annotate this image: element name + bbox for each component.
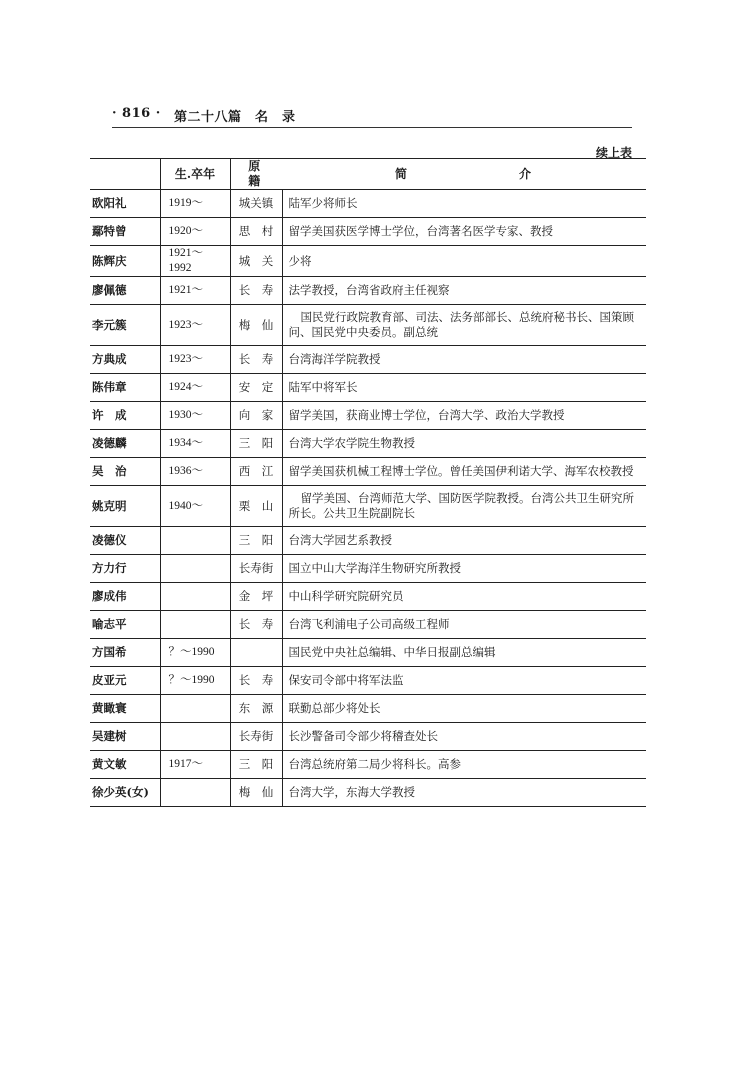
biography: 长沙警备司令部少将稽查处长 — [282, 723, 646, 751]
table-row — [90, 723, 646, 751]
header-rule — [112, 127, 632, 128]
native-place: 西 江 — [230, 458, 282, 486]
native-place: 长 寿 — [230, 277, 282, 305]
table-row — [90, 402, 646, 430]
table-row — [90, 639, 646, 667]
life-years: 1919～ — [160, 190, 230, 218]
table-row — [90, 527, 646, 555]
biography: 联勤总部少将处长 — [282, 695, 646, 723]
person-name: 吴 治 — [90, 458, 160, 486]
life-years — [160, 779, 230, 807]
person-name: 鄢特曾 — [90, 218, 160, 246]
biography: 国立中山大学海洋生物研究所教授 — [282, 555, 646, 583]
life-years: ？～1990 — [160, 639, 230, 667]
person-name: 徐少英(女) — [90, 779, 160, 807]
table-row — [90, 611, 646, 639]
person-name: 黄瞰寰 — [90, 695, 160, 723]
table-row — [90, 779, 646, 807]
column-header-bio-right: 介 — [519, 166, 534, 181]
person-name: 皮亚元 — [90, 667, 160, 695]
native-place: 城关镇 — [230, 190, 282, 218]
person-name: 廖成伟 — [90, 583, 160, 611]
biography: 留学美国获机械工程博士学位。曾任美国伊利诺大学、海军农校教授 — [282, 458, 646, 486]
biography: 台湾大学，东海大学教授 — [282, 779, 646, 807]
biography: 留学美国获医学博士学位，台湾著名医学专家、教授 — [282, 218, 646, 246]
table-row — [90, 583, 646, 611]
life-years: ？～1990 — [160, 667, 230, 695]
table-row — [90, 246, 646, 277]
life-years: 1923～ — [160, 346, 230, 374]
life-years — [160, 723, 230, 751]
person-name: 廖佩德 — [90, 277, 160, 305]
person-name: 凌德仪 — [90, 527, 160, 555]
table-header-row — [90, 159, 646, 190]
biography: 国民党中央社总编辑、中华日报副总编辑 — [282, 639, 646, 667]
person-name: 方国希 — [90, 639, 160, 667]
biography: 保安司令部中将军法监 — [282, 667, 646, 695]
native-place: 长 寿 — [230, 667, 282, 695]
biography: 法学教授，台湾省政府主任视察 — [282, 277, 646, 305]
life-years: 1921～ — [160, 277, 230, 305]
table-row — [90, 555, 646, 583]
life-years — [160, 695, 230, 723]
biography: 台湾大学农学院生物教授 — [282, 430, 646, 458]
life-years: 1920～ — [160, 218, 230, 246]
column-header-bio-left: 简 — [394, 166, 409, 181]
page-header — [112, 106, 632, 126]
table-row — [90, 190, 646, 218]
native-place: 城 关 — [230, 246, 282, 277]
life-years — [160, 583, 230, 611]
person-name: 喻志平 — [90, 611, 160, 639]
table-row — [90, 751, 646, 779]
table-row — [90, 486, 646, 527]
biography: 国民党行政院教育部、司法、法务部部长、总统府秘书长、国策顾问、国民党中央委员。副总统 — [282, 305, 646, 346]
native-place: 向 家 — [230, 402, 282, 430]
native-place: 金 坪 — [230, 583, 282, 611]
native-place: 长 寿 — [230, 346, 282, 374]
biography: 留学美国，获商业博士学位，台湾大学、政治大学教授 — [282, 402, 646, 430]
biography: 陆军少将师长 — [282, 190, 646, 218]
biography: 台湾飞利浦电子公司高级工程师 — [282, 611, 646, 639]
biography: 留学美国、台湾师范大学、国防医学院教授。台湾公共卫生研究所所长。公共卫生院副院长 — [282, 486, 646, 527]
native-place: 长 寿 — [230, 611, 282, 639]
continued-note: 续上表 — [596, 146, 633, 160]
column-header-name — [90, 159, 160, 190]
native-place: 三 阳 — [230, 751, 282, 779]
life-years: 1921～1992 — [160, 246, 230, 277]
person-name: 欧阳礼 — [90, 190, 160, 218]
person-name: 陈伟章 — [90, 374, 160, 402]
native-place: 长寿街 — [230, 555, 282, 583]
person-name: 方典成 — [90, 346, 160, 374]
life-years: 1923～ — [160, 305, 230, 346]
biography: 中山科学研究院研究员 — [282, 583, 646, 611]
life-years: 1917～ — [160, 751, 230, 779]
person-name: 陈辉庆 — [90, 246, 160, 277]
life-years: 1934～ — [160, 430, 230, 458]
table-row — [90, 277, 646, 305]
native-place: 梅 仙 — [230, 305, 282, 346]
person-name: 方力行 — [90, 555, 160, 583]
biography: 台湾大学园艺系教授 — [282, 527, 646, 555]
table-row — [90, 218, 646, 246]
person-name: 凌德麟 — [90, 430, 160, 458]
biography: 台湾总统府第二局少将科长。高参 — [282, 751, 646, 779]
native-place: 栗 山 — [230, 486, 282, 527]
part-title: 第二十八篇 名 录 — [174, 110, 296, 125]
person-name: 姚克明 — [90, 486, 160, 527]
biography: 少将 — [282, 246, 646, 277]
column-header-bio — [282, 159, 646, 190]
native-place — [230, 639, 282, 667]
life-years — [160, 611, 230, 639]
native-place: 梅 仙 — [230, 779, 282, 807]
native-place: 安 定 — [230, 374, 282, 402]
table-row — [90, 305, 646, 346]
table-row — [90, 695, 646, 723]
table-row — [90, 374, 646, 402]
table-row — [90, 346, 646, 374]
roster-table — [90, 158, 646, 807]
native-place: 三 阳 — [230, 527, 282, 555]
table-row — [90, 667, 646, 695]
biography: 陆军中将军长 — [282, 374, 646, 402]
person-name: 许 成 — [90, 402, 160, 430]
person-name: 李元簇 — [90, 305, 160, 346]
table-row — [90, 458, 646, 486]
native-place: 东 源 — [230, 695, 282, 723]
life-years: 1940～ — [160, 486, 230, 527]
life-years — [160, 527, 230, 555]
life-years: 1924～ — [160, 374, 230, 402]
native-place: 三 阳 — [230, 430, 282, 458]
life-years — [160, 555, 230, 583]
person-name: 黄文敏 — [90, 751, 160, 779]
life-years: 1930～ — [160, 402, 230, 430]
native-place: 思 村 — [230, 218, 282, 246]
person-name: 吴建树 — [90, 723, 160, 751]
life-years: 1936～ — [160, 458, 230, 486]
column-header-origin: 原 籍 — [230, 159, 282, 190]
table-row — [90, 430, 646, 458]
native-place: 长寿街 — [230, 723, 282, 751]
biography: 台湾海洋学院教授 — [282, 346, 646, 374]
page-number: · 816 · — [112, 106, 161, 121]
column-header-years: 生.卒年 — [160, 159, 230, 190]
